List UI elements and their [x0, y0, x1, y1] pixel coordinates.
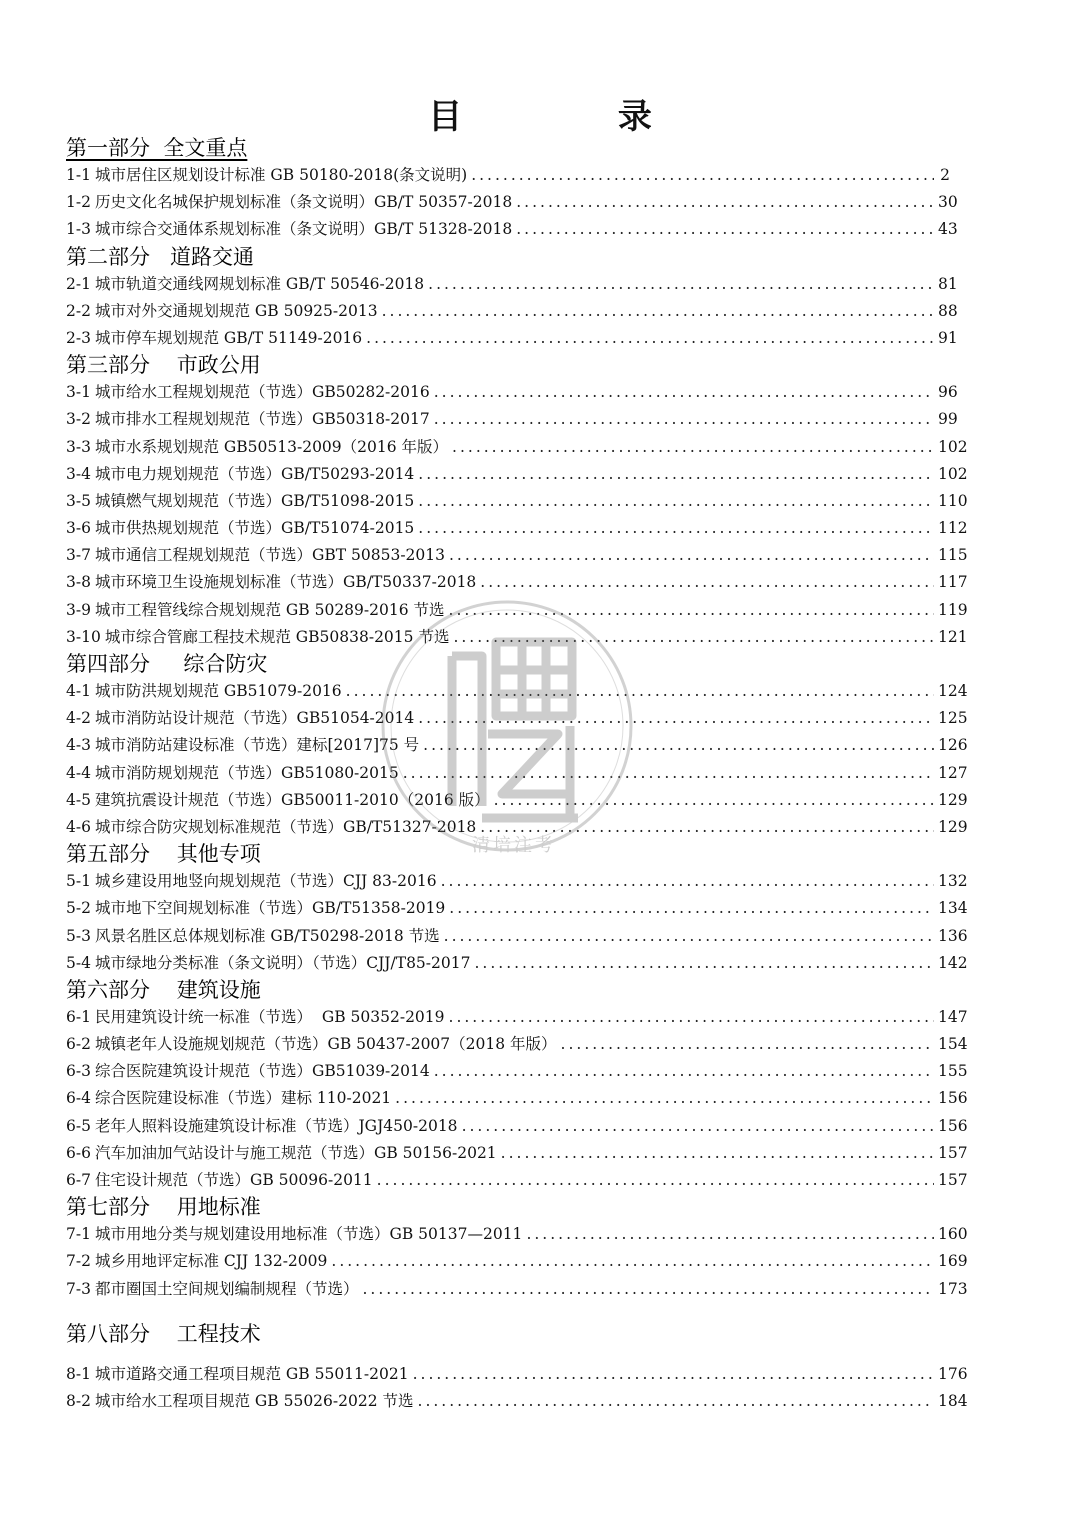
- dot-leader: [413, 1361, 934, 1388]
- toc-entry[interactable]: [66, 515, 968, 542]
- entry-number: 7-3: [66, 1279, 91, 1298]
- toc-entry[interactable]: [66, 434, 968, 461]
- entry-number: 5-1: [66, 872, 91, 891]
- section-heading: 第五部分 其他专项: [66, 842, 261, 867]
- entry-page-number: 110: [938, 491, 968, 510]
- entry-title: 城市给水工程规划规范（节选）GB50282-2016: [94, 383, 430, 402]
- entry-number: 7-2: [66, 1252, 91, 1271]
- entry-number: 8-1: [66, 1364, 91, 1383]
- entry-title: 建筑抗震设计规范（节选）GB50011-2010（2016 版）: [94, 790, 490, 809]
- entry-number: 5-4: [66, 953, 91, 972]
- entry-page-number: 169: [938, 1252, 968, 1271]
- entry-title: 城市通信工程规划规范（节选）GBT 50853-2013: [94, 546, 445, 565]
- entry-number: 2-3: [66, 328, 91, 347]
- dot-leader: [434, 406, 934, 433]
- entry-page-number: 156: [938, 1116, 968, 1135]
- entry-page-number: 117: [938, 573, 968, 592]
- toc-entry[interactable]: [66, 542, 968, 569]
- entry-number: 4-6: [66, 817, 91, 836]
- entry-number: 6-6: [66, 1143, 91, 1162]
- entry-number: 1-1: [66, 166, 91, 184]
- dot-leader: [444, 923, 934, 950]
- dot-leader: [346, 678, 934, 705]
- entry-title: 城市消防规划规范（节选）GB51080-2015: [94, 763, 399, 782]
- entry-page-number: 99: [938, 410, 958, 429]
- entry-title: 城市轨道交通线网规划标准 GB/T 50546-2018: [94, 274, 425, 293]
- section-heading: 第一部分 全文重点: [66, 136, 248, 160]
- entry-number: 4-2: [66, 709, 91, 728]
- dot-leader: [395, 1085, 934, 1112]
- dot-leader: [561, 1031, 934, 1058]
- toc-entry[interactable]: [66, 1276, 968, 1303]
- entry-page-number: 147: [938, 1007, 968, 1026]
- entry-number: 6-2: [66, 1035, 91, 1054]
- entry-number: 1-2: [66, 193, 91, 212]
- entry-title: 城市环境卫生设施规划标准（节选）GB/T50337-2018: [94, 573, 477, 592]
- entry-number: 3-6: [66, 519, 91, 538]
- entry-page-number: 102: [938, 464, 968, 483]
- entry-number: 3-4: [66, 464, 91, 483]
- toc-entry[interactable]: [66, 868, 968, 895]
- toc-entry[interactable]: [66, 216, 958, 243]
- entry-title: 城市消防站建设标准（节选）建标[2017]75 号: [94, 736, 420, 755]
- entry-title: 民用建筑设计统一标准（节选） GB 50352-2019: [94, 1007, 445, 1026]
- toc-entry[interactable]: [66, 1113, 968, 1140]
- entry-title: 城市消防站设计规范（节选）GB51054-2014: [94, 709, 415, 728]
- toc-entry[interactable]: [66, 162, 950, 189]
- entry-number: 3-3: [66, 437, 91, 456]
- entry-page-number: 112: [938, 519, 968, 538]
- watermark-text: 清培注考: [472, 835, 556, 856]
- entry-page-number: 115: [938, 546, 968, 565]
- entry-page-number: 129: [938, 790, 968, 809]
- toc-entry[interactable]: [66, 189, 958, 216]
- entry-title: 汽车加油加气站设计与施工规范（节选）GB 50156-2021: [94, 1143, 497, 1162]
- toc-entry[interactable]: [66, 814, 968, 841]
- entry-page-number: 154: [938, 1035, 968, 1054]
- section-heading: 第三部分 市政公用: [66, 353, 261, 378]
- entry-page-number: 102: [938, 437, 968, 456]
- dot-leader: [403, 760, 934, 787]
- entry-title: 历史文化名城保护规划标准（条文说明）GB/T 50357-2018: [94, 193, 513, 212]
- entry-page-number: 88: [938, 301, 958, 320]
- dot-leader: [452, 434, 934, 461]
- entry-title: 城市绿地分类标准（条文说明）（节选）CJJ/T85-2017: [94, 953, 471, 972]
- dot-leader: [434, 379, 934, 406]
- toc-entry[interactable]: [66, 597, 968, 624]
- toc-entry[interactable]: [66, 379, 958, 406]
- entry-number: 3-2: [66, 410, 91, 429]
- toc-entry[interactable]: [66, 1388, 968, 1415]
- entry-number: 6-7: [66, 1171, 91, 1189]
- entry-number: 7-1: [66, 1225, 91, 1244]
- toc-entry[interactable]: [66, 1140, 968, 1167]
- entry-page-number: 43: [938, 220, 958, 239]
- entry-number: 3-7: [66, 546, 91, 565]
- entry-page-number: 127: [938, 763, 968, 782]
- dot-leader: [516, 216, 934, 243]
- toc-entry[interactable]: [66, 406, 958, 433]
- section-heading: 第六部分 建筑设施: [66, 977, 261, 1002]
- entry-title: 城市对外交通规划规范 GB 50925-2013: [94, 301, 378, 320]
- toc-entry[interactable]: [66, 298, 958, 325]
- dot-leader: [377, 1167, 934, 1194]
- entry-title: 城市地下空间规划标准（节选）GB/T51358-2019: [94, 899, 446, 918]
- entry-page-number: 173: [938, 1279, 968, 1298]
- toc-entry[interactable]: [66, 1221, 968, 1248]
- dot-leader: [449, 597, 934, 624]
- dot-leader: [362, 1276, 934, 1303]
- dot-leader: [526, 1221, 934, 1248]
- entry-number: 4-4: [66, 763, 91, 782]
- section-heading: 第八部分 工程技术: [66, 1321, 261, 1346]
- entry-number: 4-5: [66, 790, 91, 809]
- dot-leader: [418, 488, 934, 515]
- dot-leader: [449, 1004, 934, 1031]
- toc-entry[interactable]: [66, 569, 968, 596]
- entry-title: 风景名胜区总体规划标准 GB/T50298-2018 节选: [94, 926, 440, 945]
- entry-number: 5-2: [66, 899, 91, 918]
- entry-number: 4-3: [66, 736, 91, 755]
- toc-entry[interactable]: [66, 1248, 968, 1275]
- entry-number: 6-1: [66, 1007, 91, 1026]
- toc-entry[interactable]: [66, 1361, 968, 1388]
- entry-page-number: 125: [938, 709, 968, 728]
- toc-entry[interactable]: [66, 950, 968, 977]
- dot-leader: [366, 325, 934, 352]
- dot-leader: [462, 1113, 934, 1140]
- entry-number: 6-4: [66, 1089, 91, 1108]
- dot-leader: [501, 1140, 934, 1167]
- toc-entry[interactable]: [66, 1167, 968, 1194]
- dot-leader: [434, 1058, 934, 1085]
- dot-leader: [441, 868, 934, 895]
- entry-title: 城市道路交通工程项目规范 GB 55011-2021: [94, 1364, 409, 1383]
- entry-number: 2-1: [66, 274, 91, 293]
- toc-entry[interactable]: [66, 1085, 968, 1112]
- dot-leader: [423, 732, 934, 759]
- dot-leader: [418, 461, 934, 488]
- toc-entry[interactable]: [66, 923, 968, 950]
- entry-page-number: 121: [938, 627, 968, 646]
- toc-entry[interactable]: [66, 678, 968, 705]
- entry-page-number: 134: [938, 899, 968, 918]
- dot-leader: [418, 515, 934, 542]
- entry-title: 城市工程管线综合规划规范 GB 50289-2016 节选: [94, 600, 445, 619]
- dot-leader: [331, 1248, 934, 1275]
- dot-leader: [471, 162, 934, 189]
- entry-page-number: 91: [938, 328, 958, 347]
- entry-title: 城市停车规划规范 GB/T 51149-2016: [94, 328, 363, 347]
- entry-page-number: 184: [938, 1391, 968, 1410]
- toc-entry[interactable]: [66, 787, 968, 814]
- entry-title: 城市综合交通体系规划标准（条文说明）GB/T 51328-2018: [94, 220, 513, 239]
- entry-page-number: 81: [938, 274, 958, 293]
- toc-entry[interactable]: [66, 325, 958, 352]
- entry-page-number: 157: [938, 1143, 968, 1162]
- entry-title: 城市电力规划规范（节选）GB/T50293-2014: [94, 464, 415, 483]
- entry-page-number: 176: [938, 1364, 968, 1383]
- dot-leader: [449, 895, 934, 922]
- toc-entry[interactable]: [66, 271, 958, 298]
- entry-number: 3-8: [66, 573, 91, 592]
- entry-title: 城市综合管廊工程技术规范 GB50838-2015 节选: [104, 627, 450, 646]
- section-heading: 第四部分 综合防灾: [66, 652, 268, 676]
- entry-number: 1-3: [66, 220, 91, 239]
- entry-page-number: 126: [938, 736, 968, 755]
- dot-leader: [418, 1388, 934, 1415]
- toc-entry[interactable]: [66, 895, 968, 922]
- entry-number: 5-3: [66, 926, 91, 945]
- entry-number: 3-10: [66, 627, 101, 646]
- toc-entry[interactable]: [66, 1004, 968, 1031]
- entry-title: 老年人照料设施建筑设计标准（节选）JGJ450-2018: [94, 1116, 458, 1135]
- entry-number: 3-1: [66, 383, 91, 402]
- entry-title: 都市圈国土空间规划编制规程（节选）: [94, 1279, 359, 1298]
- toc-entry[interactable]: [66, 1031, 968, 1058]
- toc-entry[interactable]: [66, 488, 968, 515]
- entry-page-number: 155: [938, 1062, 968, 1081]
- table-of-contents: [66, 135, 968, 1415]
- entry-number: 2-2: [66, 301, 91, 320]
- entry-title: 城市水系规划规范 GB50513-2009（2016 年版）: [94, 437, 449, 456]
- dot-leader: [449, 542, 934, 569]
- entry-page-number: 142: [938, 953, 968, 972]
- entry-page-number: 157: [938, 1171, 968, 1189]
- page-title: 目 录: [428, 97, 724, 137]
- entry-title: 城乡用地评定标准 CJJ 132-2009: [94, 1252, 328, 1271]
- section-heading: 第二部分 道路交通: [66, 244, 255, 269]
- entry-title: 城市排水工程规划规范（节选）GB50318-2017: [94, 410, 430, 429]
- dot-leader: [428, 271, 934, 298]
- entry-title: 城市供热规划规范（节选）GB/T51074-2015: [94, 519, 415, 538]
- entry-page-number: 2: [940, 166, 950, 184]
- entry-number: 3-5: [66, 491, 91, 510]
- dot-leader: [480, 569, 934, 596]
- entry-page-number: 160: [938, 1225, 968, 1244]
- entry-page-number: 30: [938, 193, 958, 212]
- entry-page-number: 136: [938, 926, 968, 945]
- entry-page-number: 132: [938, 872, 968, 891]
- entry-page-number: 119: [938, 600, 968, 619]
- entry-number: 4-1: [66, 682, 91, 700]
- entry-title: 城镇燃气规划规范（节选）GB/T51098-2015: [94, 491, 415, 510]
- entry-page-number: 129: [938, 817, 968, 836]
- dot-leader: [474, 950, 934, 977]
- entry-number: 3-9: [66, 600, 91, 619]
- entry-page-number: 96: [938, 383, 958, 402]
- dot-leader: [494, 787, 934, 814]
- entry-title: 综合医院建设标准（节选）建标 110-2021: [94, 1089, 392, 1108]
- entry-number: 6-3: [66, 1062, 91, 1081]
- entry-title: 城市居住区规划设计标准 GB 50180-2018(条文说明): [94, 166, 468, 184]
- entry-number: 6-5: [66, 1116, 91, 1135]
- toc-entry[interactable]: [66, 760, 968, 787]
- entry-page-number: 156: [938, 1089, 968, 1108]
- dot-leader: [453, 624, 934, 651]
- toc-entry[interactable]: [66, 1058, 968, 1085]
- entry-title: 城乡建设用地竖向规划规范（节选）CJJ 83-2016: [94, 872, 437, 891]
- toc-entry[interactable]: [66, 705, 968, 732]
- dot-leader: [418, 705, 934, 732]
- entry-title: 城市给水工程项目规范 GB 55026-2022 节选: [94, 1391, 414, 1410]
- toc-entry[interactable]: [66, 461, 968, 488]
- entry-title: 综合医院建筑设计规范（节选）GB51039-2014: [94, 1062, 430, 1081]
- toc-entry[interactable]: [66, 732, 968, 759]
- entry-number: 8-2: [66, 1391, 91, 1410]
- dot-leader: [480, 814, 934, 841]
- dot-leader: [516, 189, 934, 216]
- entry-title: 城镇老年人设施规划规范（节选）GB 50437-2007（2018 年版）: [94, 1035, 557, 1054]
- entry-page-number: 124: [938, 682, 968, 700]
- entry-title: 城市综合防灾规划标准规范（节选）GB/T51327-2018: [94, 817, 477, 836]
- entry-title: 城市防洪规划规范 GB51079-2016: [94, 682, 342, 700]
- dot-leader: [382, 298, 934, 325]
- entry-title: 住宅设计规范（节选）GB 50096-2011: [94, 1171, 373, 1189]
- entry-title: 城市用地分类与规划建设用地标准（节选）GB 50137—2011: [94, 1225, 523, 1244]
- toc-entry[interactable]: [66, 624, 968, 651]
- section-heading: 第七部分 用地标准: [66, 1195, 261, 1220]
